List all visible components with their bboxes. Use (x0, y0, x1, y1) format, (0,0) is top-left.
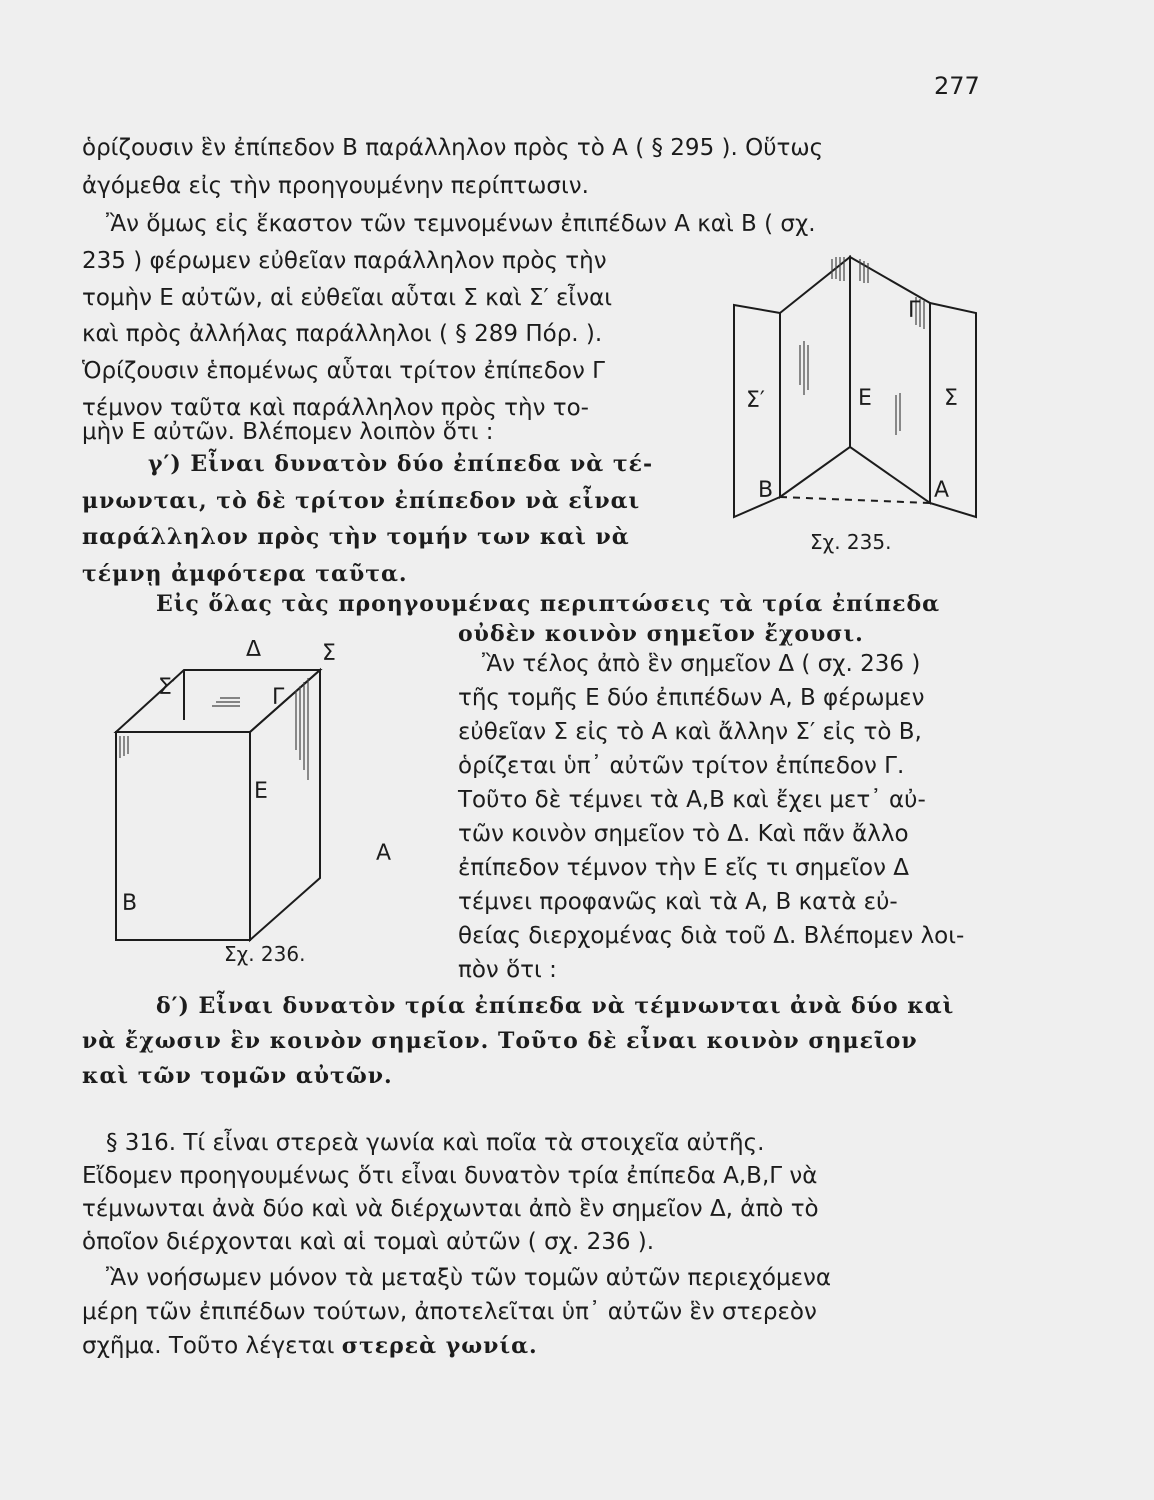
text-line: τέμνει προφανῶς καὶ τὰ Α, Β κατὰ εὐ- (458, 889, 898, 915)
bold-line: παράλληλον πρὸς τὴν τομήν των καὶ νὰ (82, 524, 630, 550)
text-line: Εἴδομεν προηγουμένως ὅτι εἶναι δυνατὸν τρία ἐπίπεδα Α,Β,Γ νὰ (82, 1163, 818, 1189)
text-line: σχῆμα. Τοῦτο λέγεται στερεὰ γωνία. (82, 1333, 538, 1359)
section-heading: § 316. Τί εἶναι στερεὰ γωνία καὶ ποῖα τὰ στοιχεῖα αὐτῆς. (106, 1130, 765, 1156)
text-line: Ὁρίζουσιν ἑπομένως αὗται τρίτον ἐπίπεδον Γ (82, 358, 605, 384)
left-plane-outline (780, 257, 850, 497)
label-delta: Δ (246, 640, 262, 662)
label-sigma: Σ (944, 386, 958, 411)
right-plane-outline (850, 257, 930, 503)
bold-line: μνωνται, τὸ δὲ τρίτον ἐπίπεδον νὰ εἶναι (82, 488, 641, 514)
label-beta: Β (758, 478, 774, 503)
text-line: μὴν Ε αὐτῶν. Βλέπομεν λοιπὸν ὅτι : (82, 419, 494, 445)
dashed-base-line (780, 497, 930, 503)
text-line: ὁρίζουσιν ἓν ἐπίπεδον Β παράλληλον πρὸς τὸ Α ( § 295 ). Οὕτως (82, 135, 824, 161)
text-line: θείας διερχομένας διὰ τοῦ Δ. Βλέπομεν λοι- (458, 923, 965, 949)
text-line: Ἂν νοήσωμεν μόνον τὰ μεταξὺ τῶν τομῶν αὐτῶν περιεχόμενα (106, 1265, 832, 1291)
label-alpha: Α (934, 478, 950, 503)
term-solid-angle: στερεὰ γωνία. (341, 1333, 538, 1359)
bold-line: γ′) Εἶναι δυνατὸν δύο ἐπίπεδα νὰ τέ- (148, 451, 654, 477)
text-line: Τοῦτο δὲ τέμνει τὰ Α,Β καὶ ἔχει μετ᾿ αὐ- (458, 787, 926, 813)
text-line: εὐθεῖαν Σ εἰς τὸ Α καὶ ἄλλην Σ′ εἰς τὸ Β, (458, 719, 922, 745)
figure-236 (100, 640, 450, 950)
figure-235 (720, 245, 990, 555)
bold-line: Εἰς ὅλας τὰς προηγουμένας περιπτώσεις τὰ τρία ἐπίπεδα (156, 591, 941, 617)
figure-236-caption: Σχ. 236. (224, 942, 306, 966)
text-line: ὁποῖον διέρχονται καὶ αἱ τομαὶ αὐτῶν ( σχ. 236 ). (82, 1229, 655, 1255)
bold-line: νὰ ἔχωσιν ἓν κοινὸν σημεῖον. Τοῦτο δὲ εἶναι κοινὸν σημεῖον (82, 1028, 918, 1054)
label-epsilon: Ε (254, 779, 268, 804)
page-number: 277 (934, 72, 980, 100)
label-epsilon: Ε (858, 386, 872, 411)
label-alpha: Α (376, 841, 392, 866)
label-sigma-prime: Σ′ (158, 675, 177, 700)
label-gamma: Γ (908, 298, 921, 323)
text-line: τέμνον ταῦτα καὶ παράλληλον πρὸς τὴν το- (82, 395, 589, 421)
text-line: τέμνωνται ἀνὰ δύο καὶ νὰ διέρχωνται ἀπὸ ἓν σημεῖον Δ, ἀπὸ τὸ (82, 1196, 819, 1222)
text-line: τῶν κοινὸν σημεῖον τὸ Δ. Καὶ πᾶν ἄλλο (458, 821, 909, 847)
plane-gamma (116, 670, 320, 732)
text-line: Ἂν τέλος ἀπὸ ἓν σημεῖον Δ ( σχ. 236 ) (482, 651, 921, 677)
text-line: τομὴν Ε αὐτῶν, αἱ εὐθεῖαι αὗται Σ καὶ Σ′ εἶναι (82, 285, 613, 311)
figure-235-caption: Σχ. 235. (810, 530, 892, 554)
text-line: μέρη τῶν ἐπιπέδων τούτων, ἀποτελεῖται ὑπ᾿ αὐτῶν ἓν στερεὸν (82, 1299, 817, 1325)
text-line: 235 ) φέρωμεν εὐθεῖαν παράλληλον πρὸς τὴν (82, 248, 607, 274)
text-line: ὁρίζεται ὑπ᾿ αὐτῶν τρίτον ἐπίπεδον Γ. (458, 753, 905, 779)
text-line: τῆς τομῆς Ε δύο ἐπιπέδων Α, Β φέρωμεν (458, 685, 925, 711)
bold-line: δ′) Εἶναι δυνατὸν τρία ἐπίπεδα νὰ τέμνωνται ἀνὰ δύο καὶ (156, 993, 955, 1019)
text-line: ἐπίπεδον τέμνον τὴν Ε εἴς τι σημεῖον Δ (458, 855, 909, 881)
text-line: Ἂν ὅμως εἰς ἕκαστον τῶν τεμνομένων ἐπιπέδων Α καὶ Β ( σχ. (106, 211, 816, 237)
text-line: πὸν ὅτι : (458, 957, 557, 983)
plane-A (250, 670, 320, 940)
label-sigma: Σ (322, 641, 336, 666)
label-sigma-prime: Σ′ (746, 388, 765, 413)
bold-line: τέμνῃ ἀμφότερα ταῦτα. (82, 561, 408, 587)
bold-line: οὐδὲν κοινὸν σημεῖον ἔχουσι. (458, 621, 864, 647)
text-line: καὶ πρὸς ἀλλήλας παράλληλοι ( § 289 Πόρ. ). (82, 321, 603, 347)
label-gamma: Γ (272, 685, 285, 710)
text-line: ἀγόμεθα εἰς τὴν προηγουμένην περίπτωσιν. (82, 173, 589, 199)
bold-line: καὶ τῶν τομῶν αὐτῶν. (82, 1063, 393, 1089)
label-beta: Β (122, 891, 138, 916)
